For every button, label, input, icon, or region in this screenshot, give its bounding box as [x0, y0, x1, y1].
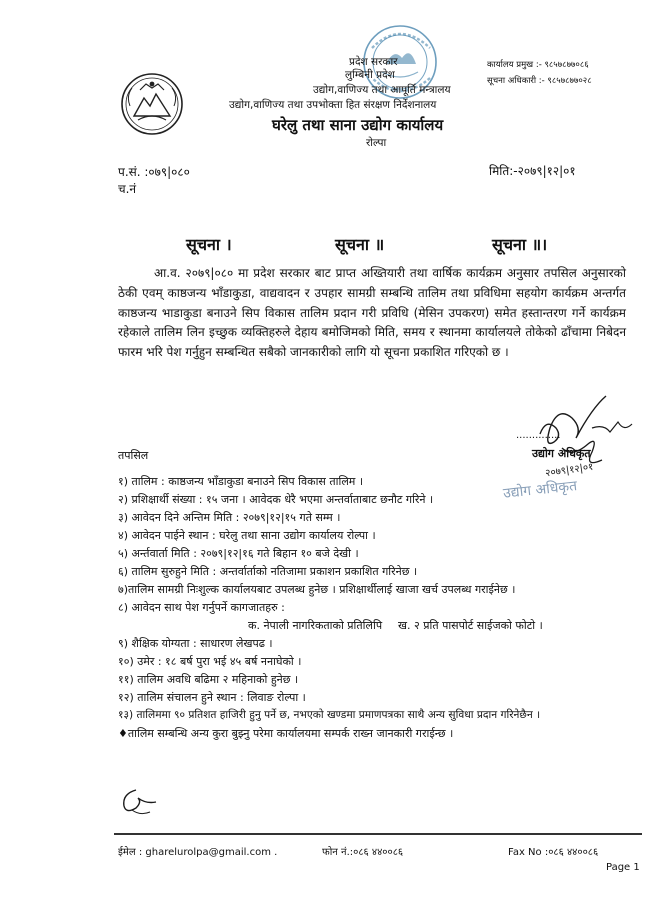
- nepal-emblem-logo: [120, 72, 184, 136]
- signature-dots: ..............: [516, 430, 561, 441]
- detail-item-8: ८) आवेदन साथ पेश गर्नुपर्ने कागजातहरु :: [118, 601, 285, 614]
- signature-date: २०७९|१२|०१: [544, 461, 595, 480]
- detail-item-1: १) तालिम : काष्ठजन्य भाँडाकुडा बनाउने सिप विकास तालिम ।: [118, 475, 364, 488]
- detail-item-4: ४) आवेदन पाईने स्थान : घरेलु तथा साना उद्योग कार्यालय रोल्पा ।: [118, 529, 376, 542]
- initial-signature: [116, 784, 164, 818]
- footer-phone: फोन नं.:०८६ ४४००८६: [322, 847, 404, 858]
- notice-title-1: सूचना ।: [186, 235, 232, 254]
- notice-title-3: सूचना ॥।: [492, 235, 548, 254]
- detail-item-3: ३) आवेदन दिने अन्तिम मिति : २०७९|१२|१५ गते सम्म ।: [118, 511, 341, 524]
- detail-item-11: ११) तालिम अवधि बढिमा २ महिनाको हुनेछ ।: [118, 673, 299, 686]
- signature-title: उद्योग अधिकृत: [532, 447, 591, 460]
- detail-item-10: १०) उमेर : १८ बर्ष पुरा भई ४५ बर्ष ननाघेको ।: [118, 655, 302, 668]
- document-photo: ख. २ प्रति पासपोर्ट साईजको फोटो ।: [398, 619, 543, 632]
- dispatch-number: च.नं: [118, 182, 137, 196]
- notice-title-2: सूचना ॥: [335, 235, 385, 254]
- reference-number: प.सं. :०७९|०८०: [118, 165, 190, 179]
- detail-item-5: ५) अर्न्तवार्ता मिति : २०७९|१२|१६ गते बिहान १० बजे देखी ।: [118, 547, 359, 560]
- header-province-government: प्रदेश सरकार: [349, 56, 398, 68]
- header-province-name: लुम्बिनी प्रदेश: [345, 69, 395, 81]
- page-number: Page 1: [606, 862, 640, 873]
- footer-email: ईमेल : gharelurolpa@gmail.com .: [118, 847, 278, 858]
- contact-note: ♦तालिम सम्बन्धि अन्य कुरा बुझ्नु परेमा कार्यालयमा सम्पर्क राख्न जानकारी गराईन्छ ।: [118, 727, 454, 740]
- header-office-name: घरेलु तथा साना उद्योग कार्यालय: [272, 116, 444, 134]
- footer-fax: Fax No :०८६ ४४००८६: [508, 847, 599, 858]
- header-ministry: उद्योग,वाणिज्य तथा आपूर्ति मन्त्रालय: [313, 84, 451, 96]
- detail-item-6: ६) तालिम सुरुहुने मिति : अन्तर्वार्ताको नतिजामा प्रकाशन प्रकाशित गरिनेछ ।: [118, 565, 418, 578]
- footer-divider: [114, 833, 642, 835]
- notice-body-paragraph: आ.व. २०७९|०८० मा प्रदेश सरकार बाट प्राप्त अख्तियारी तथा वार्षिक कार्यक्रम अनुसार तपसिल अनुसारको ठेकी एवम् काष्ठजन्य भाँडाकुडा, वाद्यवादन र उपहार सामग्री सम्बन्धि तालिम तथा प्रविधिमा सहयोग कार्यक्रम अन्तर्गत काष्ठजन्य भाडाकुडा बनाउने सिप विकास तालिम प्रदान गरी प्रविधि (मेसिन उपकरण) समेत हस्तान्तरण गर्ने कार्यक्रम रहेकाले तालिम लिन इच्छुक व्यक्तिहरुले देहाय बमोजिमको मिति, समय र स्थानमा कार्यालयले तोकेको ढाँचामा निबेदन फारम भरि पेश गर्नुहुन सम्बन्धित सबैको जानकारीको लागि यो सूचना प्रकाशित गरिएको छ ।: [118, 266, 626, 360]
- detail-item-2: २) प्रशिक्षार्थी संख्या : १५ जना । आवेदक धेरै भएमा अन्तर्वाताबाट छनौट गरिने ।: [118, 493, 434, 506]
- detail-item-7: ७)तालिम सामग्री निःशुल्क कार्यालयबाट उपलब्ध हुनेछ । प्रशिक्षार्थीलाई खाजा खर्च उपलब्ध गराईनेछ ।: [118, 583, 516, 596]
- officer-rubber-stamp: उद्योग अधिकृत: [502, 478, 578, 502]
- header-office-location: रोल्पा: [366, 137, 387, 149]
- detail-item-9: ९) शैक्षिक योग्यता : साधारण लेखपढ ।: [118, 637, 273, 650]
- contact-information-officer: सूचना अधिकारी :- ९८५७८७७०२८: [487, 76, 592, 86]
- tapasil-heading: तपसिल: [118, 449, 149, 462]
- document-citizenship: क. नेपाली नागरिकताको प्रतिलिपि: [248, 619, 383, 632]
- contact-office-chief: कार्यालय प्रमुख :- ९८५७८७७०८६: [487, 60, 589, 70]
- header-directorate: उद्योग,वाणिज्य तथा उपभोक्ता हित संरक्षण निर्देशनालय: [229, 99, 437, 111]
- detail-item-12: १२) तालिम संचालन हुने स्थान : लिवाङ रोल्पा ।: [118, 691, 306, 704]
- notice-date: मिति:-२०७९|१२|०१: [489, 164, 576, 178]
- detail-item-13: १३) तालिममा ९० प्रतिशत हाजिरी हुनु पर्ने छ, नभएको खण्डमा प्रमाणपत्रका साथै अन्य सुविधा प्रदान गरिनेछैन ।: [118, 709, 541, 721]
